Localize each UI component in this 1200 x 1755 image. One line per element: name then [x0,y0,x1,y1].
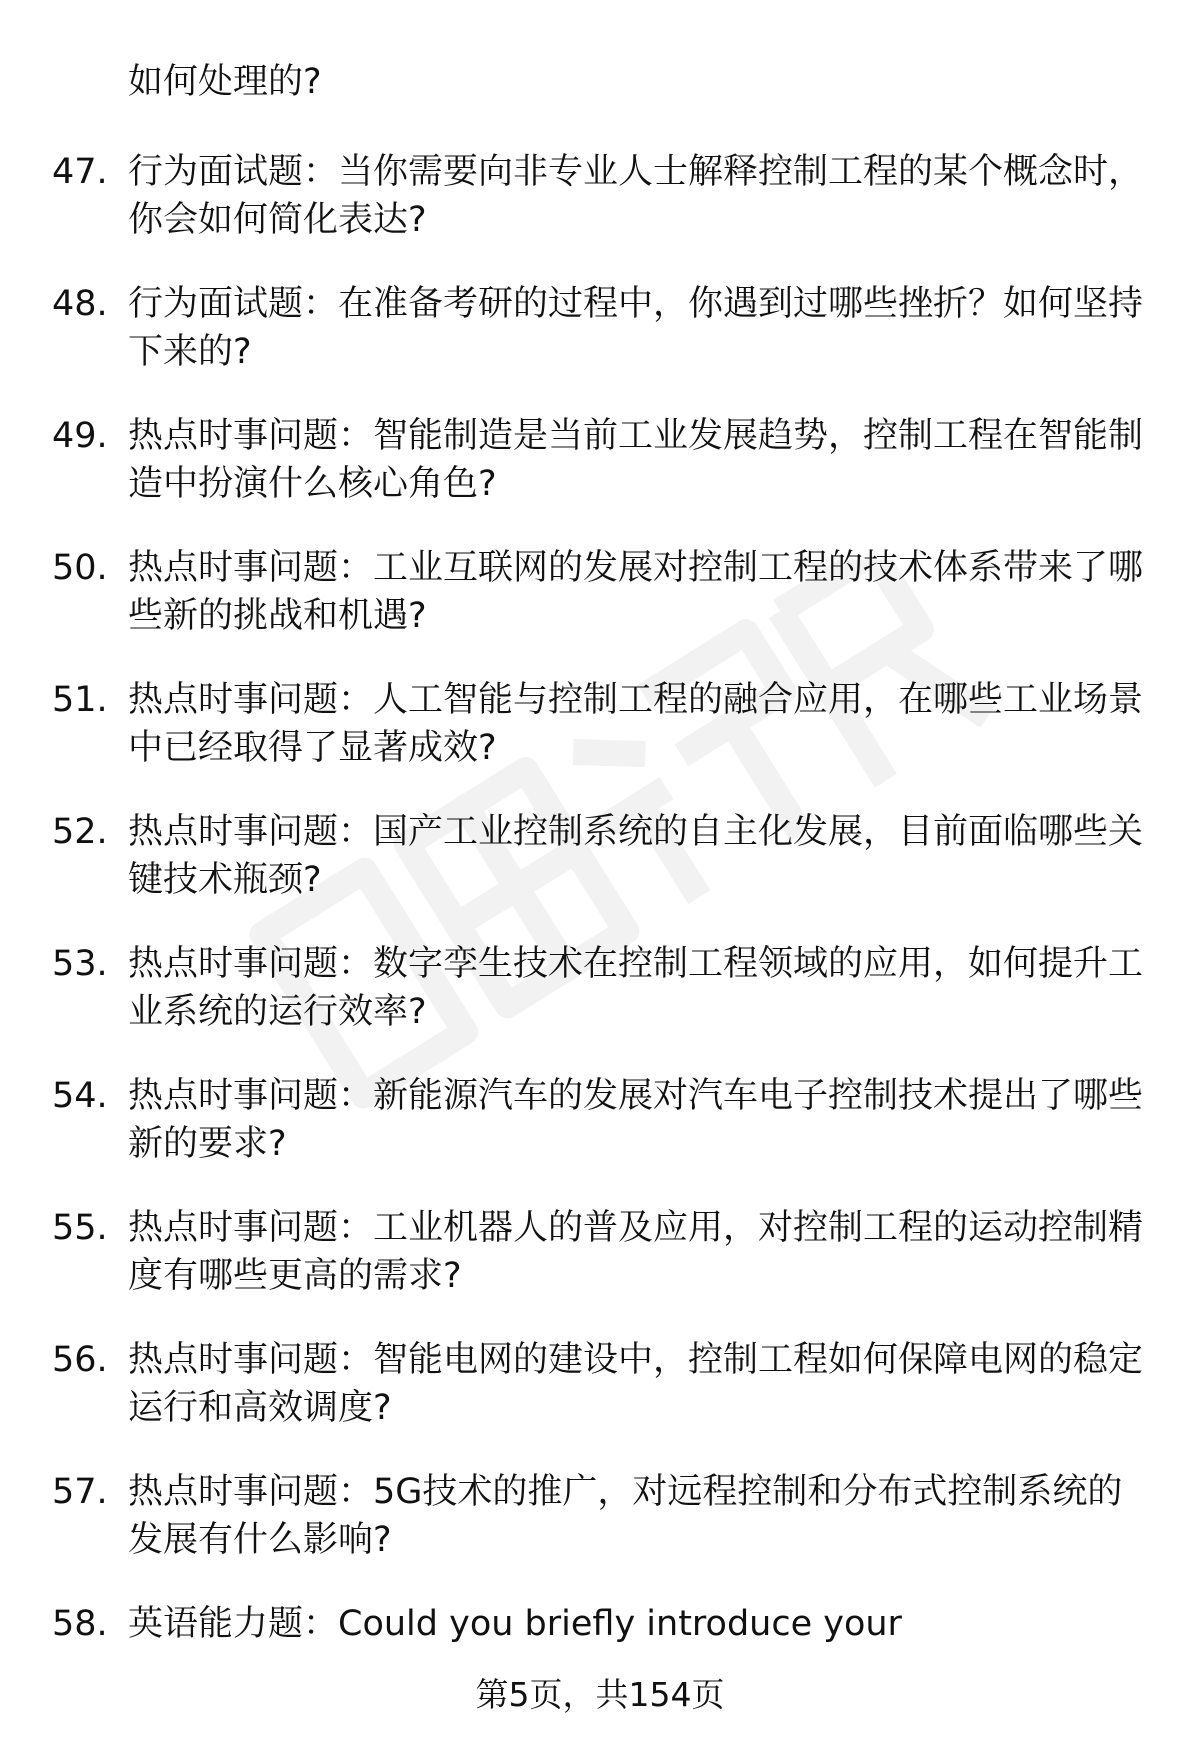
question-number: 58. [52,1604,108,1644]
continuation-text: 如何处理的? [128,62,322,102]
question-text: 热点时事问题：工业互联网的发展对控制工程的技术体系带来了哪些新的挑战和机遇? [128,548,1144,636]
question-text: 热点时事问题：智能制造是当前工业发展趋势，控制工程在智能制造中扮演什么核心角色? [128,416,1144,504]
question-text: 行为面试题：当你需要向非专业人士解释控制工程的某个概念时，你会如何简化表达? [128,152,1144,240]
question-text: 英语能力题：Could you briefly introduce your [128,1604,902,1644]
list-item [52,280,1147,376]
question-number: 54. [52,1076,108,1116]
question-number: 50. [52,548,108,588]
question-text: 热点时事问题：5G技术的推广，对远程控制和分布式控制系统的发展有什么影响? [128,1472,1123,1560]
question-number: 57. [52,1472,108,1512]
list-item [52,148,1147,244]
question-number: 53. [52,944,108,984]
list-item [52,808,1147,904]
question-number: 51. [52,680,108,720]
question-content [52,58,1147,1684]
list-item [52,676,1147,772]
list-item [52,1468,1147,1564]
question-text: 热点时事问题：人工智能与控制工程的融合应用，在哪些工业场景中已经取得了显著成效? [128,680,1144,768]
question-text: 热点时事问题：智能电网的建设中，控制工程如何保障电网的稳定运行和高效调度? [128,1340,1144,1428]
question-number: 52. [52,812,108,852]
question-text: 热点时事问题：新能源汽车的发展对汽车电子控制技术提出了哪些新的要求? [128,1076,1144,1164]
question-list [52,148,1147,1648]
question-number: 47. [52,152,108,192]
question-text: 热点时事问题：国产工业控制系统的自主化发展，目前面临哪些关键技术瓶颈? [128,812,1144,900]
question-text: 行为面试题：在准备考研的过程中，你遇到过哪些挫折？如何坚持下来的? [128,284,1144,372]
question-text: 热点时事问题：数字孪生技术在控制工程领域的应用，如何提升工业系统的运行效率? [128,944,1144,1032]
page-footer: 第5页，共154页 [475,1675,725,1714]
question-text: 热点时事问题：工业机器人的普及应用，对控制工程的运动控制精度有哪些更高的需求? [128,1208,1144,1296]
list-item [52,544,1147,640]
list-item [52,1600,1147,1648]
question-number: 56. [52,1340,108,1380]
question-number: 55. [52,1208,108,1248]
list-item [52,1072,1147,1168]
question-number: 49. [52,416,108,456]
list-item [52,412,1147,508]
question-number: 48. [52,284,108,324]
list-item [52,1336,1147,1432]
list-item [52,1204,1147,1300]
list-item [52,940,1147,1036]
